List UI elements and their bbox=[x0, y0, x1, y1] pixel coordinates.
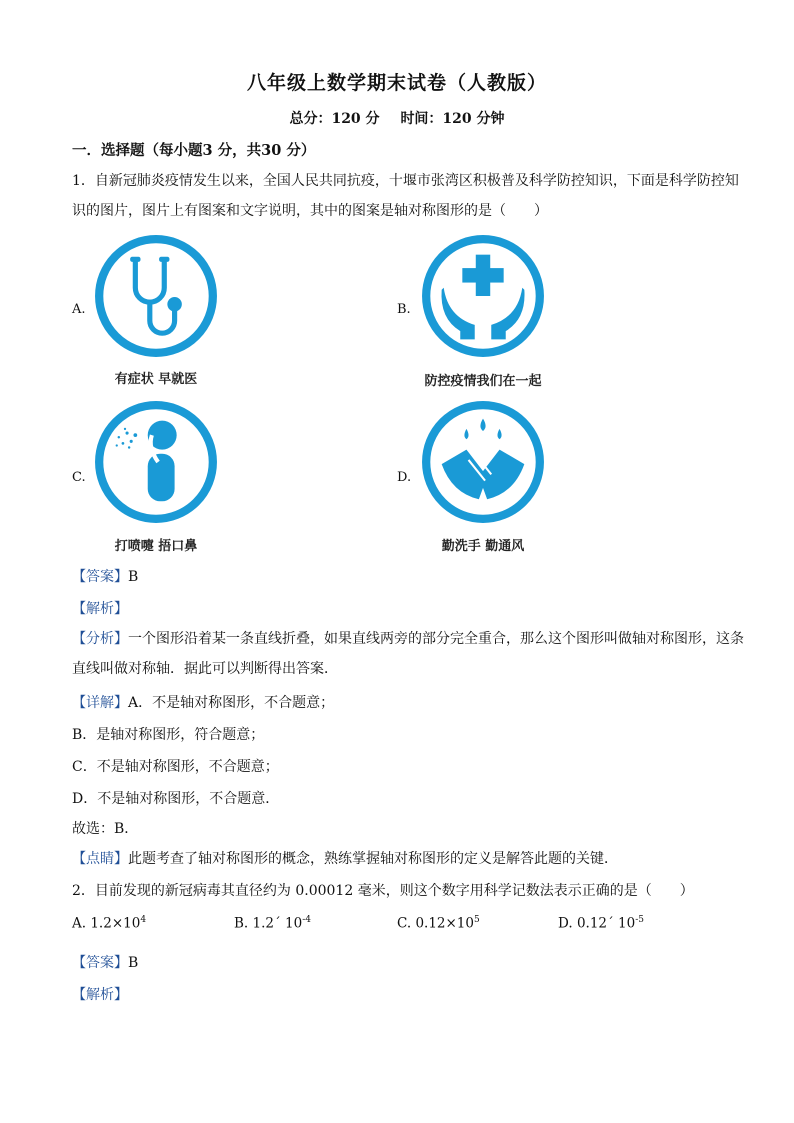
q1-xiangjie-a bbox=[72, 692, 334, 712]
xiangjie-tag: 【详解】 bbox=[72, 695, 128, 711]
dianjing-text: 此题考查了轴对称图形的概念，熟练掌握轴对称图形的定义是解答此题的关键． bbox=[128, 851, 618, 867]
option-exp: 5 bbox=[474, 915, 480, 925]
q1-option-b-letter: B. bbox=[397, 302, 411, 317]
option-base: 1.2´ 10 bbox=[252, 915, 303, 932]
exam-info bbox=[0, 108, 794, 128]
option-base: 0.12×10 bbox=[415, 915, 474, 932]
handwash-icon bbox=[421, 400, 545, 524]
q1-option-c-caption: 打喷嚏 捂口鼻 bbox=[114, 539, 198, 554]
q2-analysis-tag: 【解析】 bbox=[72, 987, 128, 1003]
q1-option-d-letter: D. bbox=[397, 470, 412, 485]
option-exp: 4 bbox=[140, 915, 147, 925]
option-exp: -4 bbox=[302, 915, 311, 925]
q2-stem: 2．目前发现的新冠病毒其直径约为 0.00012 毫米，则这个数字用科学记数法表示正确的是（ ） bbox=[72, 883, 694, 899]
q1-option-d-caption: 勤洗手 勤通风 bbox=[441, 539, 525, 554]
q2-answer bbox=[72, 952, 138, 972]
q1-analysis-tag: 【解析】 bbox=[72, 601, 128, 617]
q1-xiangjie-c: C．不是轴对称图形，不合题意； bbox=[72, 759, 279, 775]
option-letter: A. bbox=[72, 915, 87, 932]
page-title: 八年级上数学期末试卷（人教版） bbox=[246, 72, 547, 94]
q1-xiangjie-b: B．是轴对称图形，符合题意； bbox=[72, 727, 265, 743]
sneeze-icon bbox=[94, 400, 218, 524]
q1-stem: 1．自新冠肺炎疫情发生以来，全国人民共同抗疫，十堰市张湾区积极普及科学防控知识，下面是科学防控知识的图片，图片上有图案和文字说明，其中的图案是轴对称图形的是（ ） bbox=[72, 173, 739, 219]
hands-cross-icon bbox=[421, 234, 545, 358]
q1-fenxi bbox=[72, 624, 752, 684]
option-letter: C. bbox=[397, 915, 412, 932]
q1-option-b-caption: 防控疫情我们在一起 bbox=[424, 374, 542, 389]
fenxi-tag: 【分析】 bbox=[72, 631, 128, 647]
xiangjie-line: A．不是轴对称图形，不合题意； bbox=[128, 695, 335, 711]
q1-option-a-letter: A. bbox=[72, 302, 86, 317]
q2-option-b bbox=[234, 915, 311, 932]
option-base: 1.2×10 bbox=[90, 915, 141, 932]
answer-tag: 【答案】 bbox=[72, 955, 128, 971]
q1-xiangjie-d: D．不是轴对称图形，不合题意． bbox=[72, 791, 280, 807]
stethoscope-icon bbox=[94, 234, 218, 358]
fenxi-text: 一个图形沿着某一条直线折叠，如果直线两旁的部分完全重合，那么这个图形叫做轴对称图形，这条直线叫做对称轴．据此可以判断得出答案． bbox=[72, 631, 744, 677]
q1-conclusion: 故选：B． bbox=[72, 821, 139, 837]
total-score: 总分：120 分 bbox=[289, 111, 380, 127]
q2-option-a bbox=[72, 915, 146, 932]
option-base: 0.12´ 10 bbox=[576, 915, 636, 932]
q1-option-a-caption: 有症状 早就医 bbox=[114, 372, 198, 387]
dianjing-tag: 【点睛】 bbox=[72, 851, 128, 867]
q1-dianjing bbox=[72, 848, 618, 868]
q1-answer bbox=[72, 566, 138, 586]
answer-value: B bbox=[128, 955, 139, 971]
answer-value: B bbox=[128, 569, 139, 585]
q2-option-c bbox=[397, 915, 480, 932]
q2-option-d bbox=[558, 915, 644, 932]
exam-time: 时间：120 分钟 bbox=[400, 111, 505, 127]
answer-tag: 【答案】 bbox=[72, 569, 128, 585]
option-exp: -5 bbox=[635, 915, 644, 925]
option-letter: D. bbox=[558, 915, 573, 932]
option-letter: B. bbox=[234, 915, 249, 932]
q1-option-c-letter: C. bbox=[72, 470, 86, 485]
section-heading: 一．选择题（每小题3 分，共30 分） bbox=[72, 142, 316, 159]
